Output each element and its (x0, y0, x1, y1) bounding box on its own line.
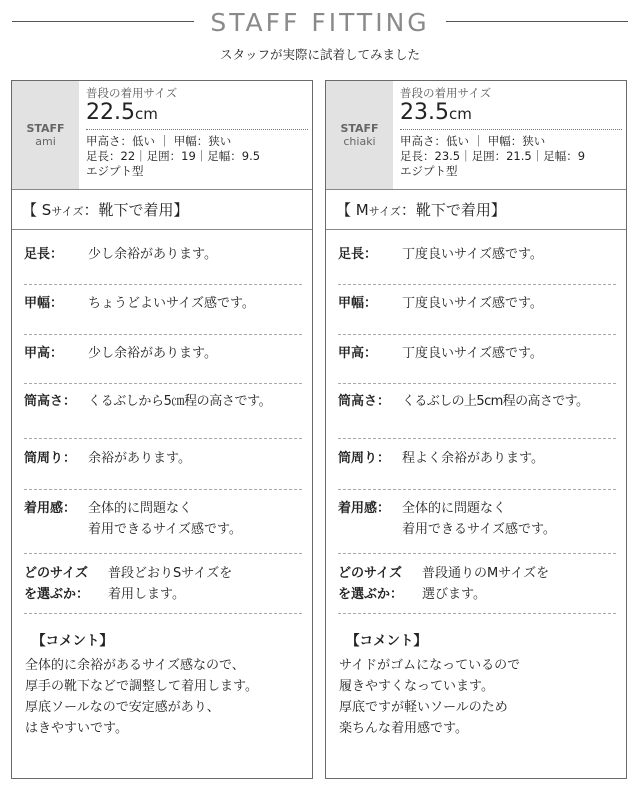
profile-info (400, 86, 622, 179)
fit-key: 筒高さ： (24, 394, 77, 409)
fit-value: ちょうどよいサイズ感です。 (88, 296, 255, 311)
size-unit: cm (134, 105, 158, 123)
fitting-heading (326, 190, 626, 230)
heading-bracket: 【 (336, 201, 352, 219)
comment-title: 【コメント】 (346, 633, 427, 649)
fit-key: 足長： (338, 247, 378, 262)
fit-key: 甲高： (24, 346, 64, 361)
heading-size-suffix: サイズ (51, 205, 84, 218)
foot-type-row: エジプト型 (86, 164, 144, 178)
heading-rest: ：靴下で着用】 (400, 201, 506, 219)
comment-line: サイドがゴムになっているので (339, 658, 521, 673)
fit-key: 足長： (24, 247, 64, 262)
fitting-heading (12, 190, 312, 230)
staff-badge (326, 81, 393, 189)
fit-key: 筒周り： (24, 451, 77, 466)
foot-measure-row: 足長：22｜足囲：19｜足幅：9.5 (86, 149, 261, 163)
fit-value: 少し余裕があります。 (88, 346, 217, 361)
staff-profile (12, 81, 312, 190)
header-rule-right (446, 21, 628, 22)
staff-name: ami (35, 135, 56, 148)
fit-value-line2: 選びます。 (422, 587, 486, 602)
fit-key: どのサイズ (338, 566, 402, 581)
fit-value: 余裕があります。 (88, 451, 191, 466)
size-caption: 普段の着用サイズ (400, 86, 492, 100)
fit-key: 甲幅： (338, 296, 378, 311)
fit-key-line2: を選ぶか： (338, 587, 404, 602)
staff-profile (326, 81, 626, 190)
heading-bracket: 【 (22, 201, 38, 219)
heading-size: M (355, 201, 369, 219)
profile-divider (86, 129, 308, 130)
fit-key: 甲高： (338, 346, 378, 361)
row-divider (338, 613, 616, 614)
usual-size (400, 100, 622, 127)
fit-key: 甲幅： (24, 296, 64, 311)
fit-value: くるぶしの上5cm程の高さです。 (402, 394, 589, 409)
row-divider (24, 284, 302, 285)
staff-name: chiaki (343, 135, 376, 148)
fit-item-wear-feel (24, 498, 302, 540)
size-value: 22.5 (86, 100, 135, 125)
staff-badge (12, 81, 79, 189)
fit-item-wear-feel (338, 498, 616, 540)
comment-body (339, 655, 520, 739)
row-divider (338, 553, 616, 554)
row-divider (338, 489, 616, 490)
comment-line: 履きやすくなっています。 (339, 679, 494, 694)
fit-item-size-choice (338, 563, 616, 605)
fit-value-line2: 着用できるサイズ感です。 (402, 522, 556, 537)
row-divider (24, 553, 302, 554)
page-header (0, 0, 640, 70)
fit-key: 着用感： (24, 501, 77, 516)
fit-value: 普段どおりSサイズを (108, 566, 233, 581)
profile-divider (400, 129, 622, 130)
comment-title: 【コメント】 (32, 633, 113, 649)
fit-value: 全体的に問題なく (402, 501, 507, 516)
foot-type-row: エジプト型 (400, 164, 458, 178)
fit-value-line2: 着用できるサイズ感です。 (88, 522, 242, 537)
fit-value: 程よく余裕があります。 (402, 451, 544, 466)
size-value: 23.5 (400, 100, 449, 125)
fit-value: 丁度良いサイズ感です。 (402, 247, 543, 262)
foot-shape-row: 甲高さ：低い ｜ 甲幅：狭い (400, 134, 546, 148)
comment-line: 厚底ソールなので安定感があり、 (25, 700, 220, 715)
fit-key: 筒高さ： (338, 394, 391, 409)
row-divider (24, 613, 302, 614)
row-divider (24, 438, 302, 439)
comment-body (25, 655, 258, 739)
staff-card-ami (11, 80, 313, 779)
fit-value: 丁度良いサイズ感です。 (402, 346, 543, 361)
fit-key: 着用感： (338, 501, 391, 516)
staff-card-chiaki (325, 80, 627, 779)
comment-line: 全体的に余裕があるサイズ感なので、 (25, 658, 245, 673)
fit-key-line2: を選ぶか： (24, 587, 90, 602)
size-unit: cm (448, 105, 472, 123)
fit-value: くるぶしから5㎝程の高さです。 (88, 394, 272, 409)
row-divider (24, 383, 302, 384)
fit-key: 筒周り： (338, 451, 391, 466)
staff-label: STAFF (26, 122, 65, 135)
heading-size-suffix: サイズ (368, 205, 401, 218)
fit-key: どのサイズ (24, 566, 88, 581)
page-subtitle: スタッフが実際に試着してみました (219, 47, 420, 62)
size-caption: 普段の着用サイズ (86, 86, 178, 100)
row-divider (338, 284, 616, 285)
fit-value: 丁度良いサイズ感です。 (402, 296, 543, 311)
fit-value: 全体的に問題なく (88, 501, 193, 516)
usual-size (86, 100, 308, 127)
heading-rest: ：靴下で着用】 (83, 201, 189, 219)
row-divider (338, 438, 616, 439)
fit-value: 普段通りのMサイズを (422, 566, 550, 581)
row-divider (24, 489, 302, 490)
row-divider (24, 334, 302, 335)
comment-line: はきやすいです。 (25, 721, 128, 736)
foot-measure-row: 足長：23.5｜足囲：21.5｜足幅：9 (400, 149, 586, 163)
comment-line: 楽ちんな着用感です。 (339, 721, 468, 736)
fit-item-size-choice (24, 563, 302, 605)
foot-shape-row: 甲高さ：低い ｜ 甲幅：狭い (86, 134, 232, 148)
row-divider (338, 334, 616, 335)
fit-value-line2: 着用します。 (108, 587, 185, 602)
row-divider (338, 383, 616, 384)
heading-size: S (41, 201, 52, 219)
fit-value: 少し余裕があります。 (88, 247, 217, 262)
comment-line: 厚底ですが軽いソールのため (339, 700, 508, 715)
page-title: STAFF FITTING (210, 8, 430, 37)
profile-info (86, 86, 308, 179)
comment-line: 厚手の靴下などで調整して着用します。 (25, 679, 258, 694)
staff-label: STAFF (340, 122, 379, 135)
